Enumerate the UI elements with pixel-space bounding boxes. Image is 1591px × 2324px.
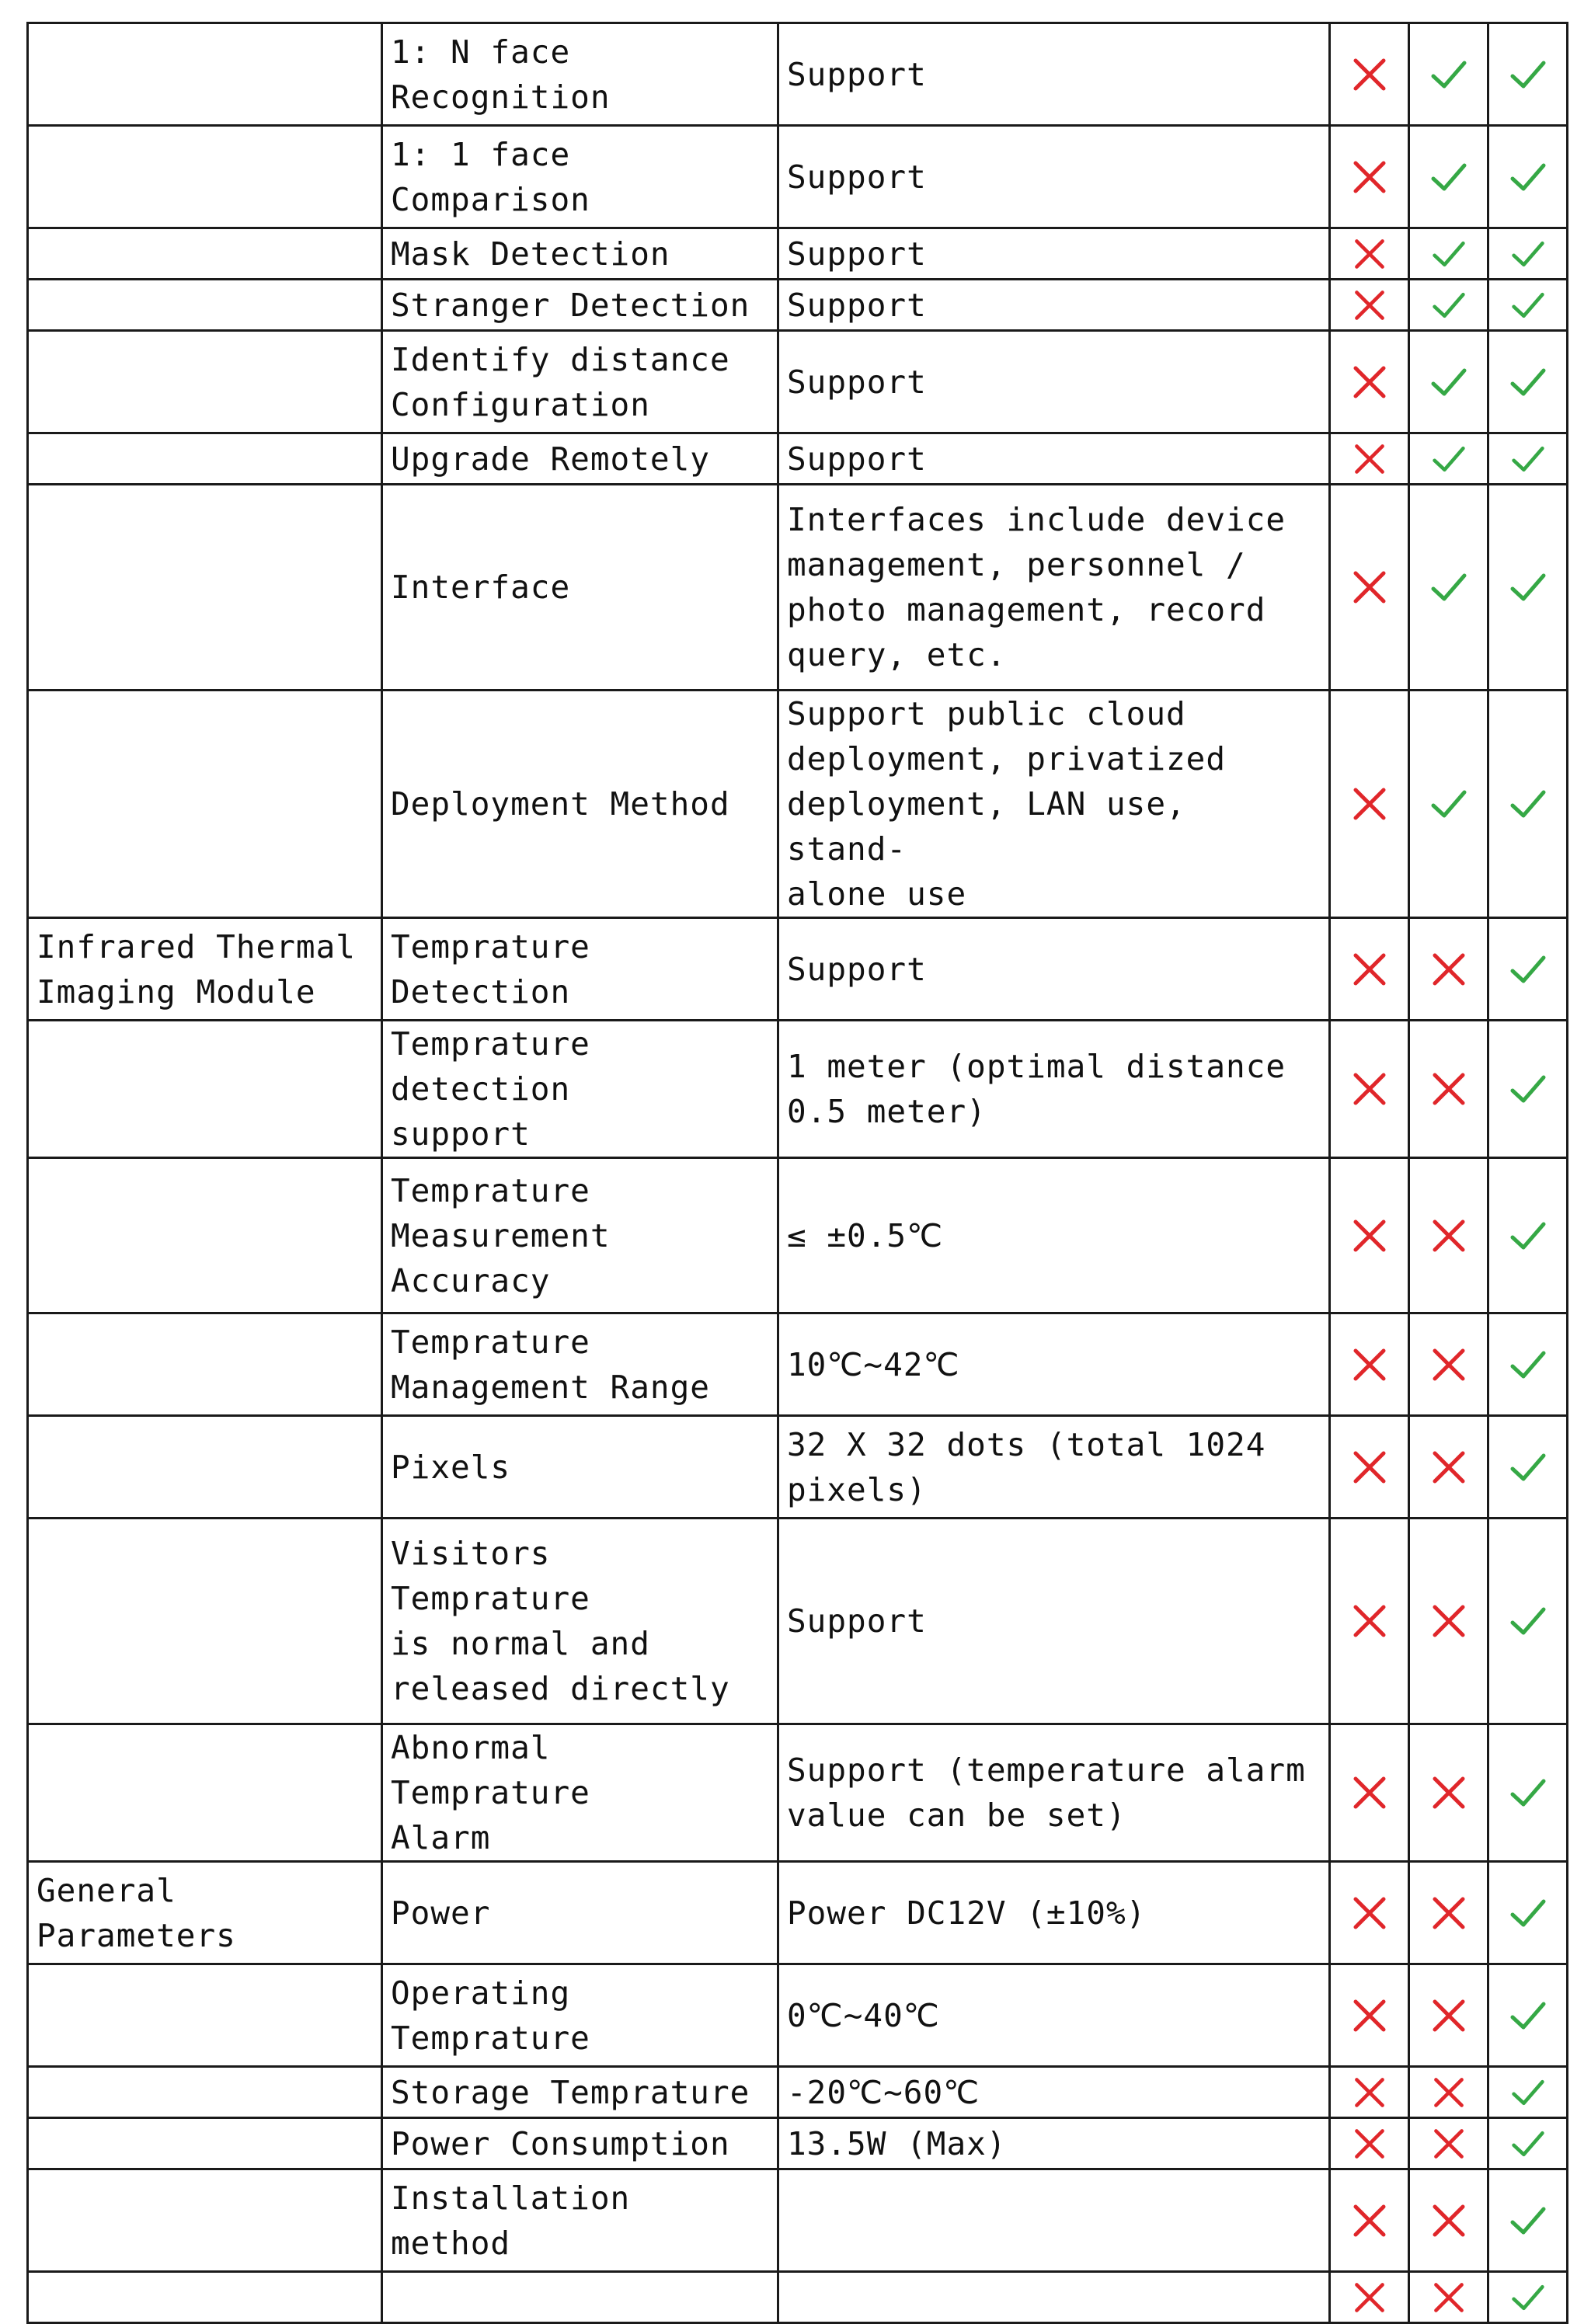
spec-table bbox=[26, 22, 1568, 2324]
support-mark-cell bbox=[1409, 23, 1488, 126]
table-row bbox=[28, 280, 1568, 331]
feature-cell: Power bbox=[382, 1862, 778, 1964]
check-icon bbox=[1510, 2126, 1546, 2162]
feature-cell: Abnormal Temprature Alarm bbox=[382, 1724, 778, 1862]
support-mark-cell bbox=[1330, 331, 1409, 433]
cross-icon bbox=[1350, 785, 1389, 823]
support-mark-cell bbox=[1409, 1519, 1488, 1724]
support-mark-cell bbox=[1488, 433, 1568, 485]
support-mark-cell bbox=[1409, 331, 1488, 433]
feature-cell: Stranger Detection bbox=[382, 280, 778, 331]
cross-icon bbox=[1429, 1894, 1468, 1933]
table-row bbox=[28, 918, 1568, 1021]
cross-icon bbox=[1350, 568, 1389, 607]
value-cell: Support bbox=[778, 433, 1330, 485]
table-row bbox=[28, 2118, 1568, 2169]
support-mark-cell bbox=[1330, 2272, 1409, 2323]
table-row bbox=[28, 2169, 1568, 2272]
cross-icon bbox=[1350, 1602, 1389, 1640]
cross-icon bbox=[1429, 1996, 1468, 2035]
check-icon bbox=[1509, 1894, 1547, 1933]
value-cell: -20℃~60℃ bbox=[778, 2067, 1330, 2118]
support-mark-cell bbox=[1330, 2169, 1409, 2272]
support-mark-cell bbox=[1409, 485, 1488, 691]
check-icon bbox=[1509, 950, 1547, 989]
support-mark-cell bbox=[1409, 1862, 1488, 1964]
support-mark-cell bbox=[1330, 126, 1409, 228]
table-row bbox=[28, 485, 1568, 691]
cross-icon bbox=[1352, 2075, 1387, 2110]
support-mark-cell bbox=[1488, 485, 1568, 691]
category-cell bbox=[28, 2118, 382, 2169]
support-mark-cell bbox=[1488, 331, 1568, 433]
check-icon bbox=[1509, 568, 1547, 607]
value-cell: Support bbox=[778, 280, 1330, 331]
support-mark-cell bbox=[1330, 1519, 1409, 1724]
category-cell bbox=[28, 485, 382, 691]
support-mark-cell bbox=[1409, 1021, 1488, 1158]
check-icon bbox=[1429, 158, 1468, 197]
support-mark-cell bbox=[1409, 280, 1488, 331]
support-mark-cell bbox=[1330, 433, 1409, 485]
category-cell bbox=[28, 1158, 382, 1313]
feature-cell: Visitors Temprature is normal and released directly bbox=[382, 1519, 778, 1724]
support-mark-cell bbox=[1409, 691, 1488, 918]
cross-icon bbox=[1350, 1894, 1389, 1933]
table-row bbox=[28, 23, 1568, 126]
cross-icon bbox=[1352, 2280, 1387, 2315]
cross-icon bbox=[1350, 2201, 1389, 2240]
support-mark-cell bbox=[1488, 1158, 1568, 1313]
check-icon bbox=[1509, 1448, 1547, 1487]
feature-cell: Operating Temprature bbox=[382, 1964, 778, 2067]
support-mark-cell bbox=[1330, 2067, 1409, 2118]
table-row bbox=[28, 1158, 1568, 1313]
category-cell: General Parameters bbox=[28, 1862, 382, 1964]
check-icon bbox=[1509, 1996, 1547, 2035]
support-mark-cell bbox=[1330, 1158, 1409, 1313]
cross-icon bbox=[1350, 950, 1389, 989]
feature-cell: Temprature Measurement Accuracy bbox=[382, 1158, 778, 1313]
check-icon bbox=[1509, 55, 1547, 94]
category-cell bbox=[28, 2169, 382, 2272]
category-cell bbox=[28, 2272, 382, 2323]
table-row bbox=[28, 433, 1568, 485]
feature-cell: Temprature detection support bbox=[382, 1021, 778, 1158]
check-icon bbox=[1509, 1345, 1547, 1384]
support-mark-cell bbox=[1488, 1724, 1568, 1862]
feature-cell: Temprature Detection bbox=[382, 918, 778, 1021]
cross-icon bbox=[1431, 2126, 1467, 2162]
category-cell bbox=[28, 1724, 382, 1862]
table-row bbox=[28, 1519, 1568, 1724]
cross-icon bbox=[1429, 1216, 1468, 1255]
value-cell: Power DC12V (±10%) bbox=[778, 1862, 1330, 1964]
check-icon bbox=[1510, 441, 1546, 477]
value-cell: 32 X 32 dots (total 1024 pixels) bbox=[778, 1416, 1330, 1519]
value-cell: Support bbox=[778, 918, 1330, 1021]
support-mark-cell bbox=[1409, 1416, 1488, 1519]
support-mark-cell bbox=[1409, 433, 1488, 485]
feature-cell: Storage Temprature bbox=[382, 2067, 778, 2118]
support-mark-cell bbox=[1409, 1964, 1488, 2067]
category-cell bbox=[28, 1519, 382, 1724]
support-mark-cell bbox=[1488, 1964, 1568, 2067]
support-mark-cell bbox=[1330, 691, 1409, 918]
cross-icon bbox=[1429, 1602, 1468, 1640]
feature-cell: Mask Detection bbox=[382, 228, 778, 280]
table-row bbox=[28, 228, 1568, 280]
support-mark-cell bbox=[1409, 1158, 1488, 1313]
table-row bbox=[28, 1724, 1568, 1862]
table-row bbox=[28, 2272, 1568, 2323]
support-mark-cell bbox=[1409, 2067, 1488, 2118]
value-cell bbox=[778, 2169, 1330, 2272]
cross-icon bbox=[1431, 2075, 1467, 2110]
support-mark-cell bbox=[1488, 23, 1568, 126]
spec-table-body bbox=[28, 23, 1568, 2323]
support-mark-cell bbox=[1488, 2272, 1568, 2323]
check-icon bbox=[1510, 2280, 1546, 2315]
support-mark-cell bbox=[1488, 1519, 1568, 1724]
feature-cell: Interface bbox=[382, 485, 778, 691]
support-mark-cell bbox=[1409, 918, 1488, 1021]
support-mark-cell bbox=[1488, 1021, 1568, 1158]
cross-icon bbox=[1350, 1996, 1389, 2035]
check-icon bbox=[1509, 1773, 1547, 1812]
cross-icon bbox=[1350, 158, 1389, 197]
check-icon bbox=[1429, 363, 1468, 402]
value-cell: Interfaces include device management, personnel / photo management, record query, etc. bbox=[778, 485, 1330, 691]
table-row bbox=[28, 2067, 1568, 2118]
category-cell bbox=[28, 433, 382, 485]
support-mark-cell bbox=[1488, 126, 1568, 228]
check-icon bbox=[1429, 568, 1468, 607]
value-cell: 1 meter (optimal distance 0.5 meter) bbox=[778, 1021, 1330, 1158]
cross-icon bbox=[1352, 287, 1387, 323]
cross-icon bbox=[1429, 1345, 1468, 1384]
support-mark-cell bbox=[1488, 1416, 1568, 1519]
cross-icon bbox=[1350, 1345, 1389, 1384]
category-cell bbox=[28, 691, 382, 918]
category-cell bbox=[28, 331, 382, 433]
support-mark-cell bbox=[1330, 1862, 1409, 1964]
check-icon bbox=[1509, 1070, 1547, 1108]
check-icon bbox=[1509, 1602, 1547, 1640]
support-mark-cell bbox=[1488, 2169, 1568, 2272]
support-mark-cell bbox=[1488, 228, 1568, 280]
category-cell bbox=[28, 1416, 382, 1519]
table-row bbox=[28, 331, 1568, 433]
cross-icon bbox=[1431, 2280, 1467, 2315]
support-mark-cell bbox=[1488, 1313, 1568, 1416]
category-cell: Infrared Thermal Imaging Module bbox=[28, 918, 382, 1021]
support-mark-cell bbox=[1488, 2118, 1568, 2169]
value-cell: ≤ ±0.5℃ bbox=[778, 1158, 1330, 1313]
check-icon bbox=[1510, 287, 1546, 323]
support-mark-cell bbox=[1409, 2169, 1488, 2272]
cross-icon bbox=[1429, 1773, 1468, 1812]
cross-icon bbox=[1429, 950, 1468, 989]
value-cell: Support public cloud deployment, privatized deployment, LAN use, stand- alone use bbox=[778, 691, 1330, 918]
value-cell: 0℃~40℃ bbox=[778, 1964, 1330, 2067]
cross-icon bbox=[1350, 1070, 1389, 1108]
cross-icon bbox=[1429, 2201, 1468, 2240]
support-mark-cell bbox=[1330, 1416, 1409, 1519]
cross-icon bbox=[1350, 1448, 1389, 1487]
category-cell bbox=[28, 280, 382, 331]
feature-cell: Identify distance Configuration bbox=[382, 331, 778, 433]
check-icon bbox=[1431, 287, 1467, 323]
check-icon bbox=[1509, 363, 1547, 402]
check-icon bbox=[1429, 55, 1468, 94]
category-cell bbox=[28, 1964, 382, 2067]
cross-icon bbox=[1350, 363, 1389, 402]
support-mark-cell bbox=[1409, 1724, 1488, 1862]
support-mark-cell bbox=[1409, 2272, 1488, 2323]
table-row bbox=[28, 1964, 1568, 2067]
feature-cell: Deployment Method bbox=[382, 691, 778, 918]
check-icon bbox=[1509, 2201, 1547, 2240]
table-row bbox=[28, 1416, 1568, 1519]
support-mark-cell bbox=[1409, 1313, 1488, 1416]
table-row bbox=[28, 691, 1568, 918]
cross-icon bbox=[1429, 1070, 1468, 1108]
support-mark-cell bbox=[1488, 1862, 1568, 1964]
check-icon bbox=[1429, 785, 1468, 823]
check-icon bbox=[1431, 236, 1467, 272]
check-icon bbox=[1431, 441, 1467, 477]
category-cell bbox=[28, 2067, 382, 2118]
value-cell: Support bbox=[778, 228, 1330, 280]
check-icon bbox=[1509, 785, 1547, 823]
support-mark-cell bbox=[1409, 2118, 1488, 2169]
feature-cell: Installation method bbox=[382, 2169, 778, 2272]
support-mark-cell bbox=[1488, 918, 1568, 1021]
feature-cell: 1: 1 face Comparison bbox=[382, 126, 778, 228]
table-row bbox=[28, 1021, 1568, 1158]
table-row bbox=[28, 126, 1568, 228]
support-mark-cell bbox=[1488, 691, 1568, 918]
support-mark-cell bbox=[1330, 1724, 1409, 1862]
category-cell bbox=[28, 228, 382, 280]
value-cell: Support bbox=[778, 331, 1330, 433]
cross-icon bbox=[1350, 1216, 1389, 1255]
value-cell: Support (temperature alarm value can be set) bbox=[778, 1724, 1330, 1862]
value-cell: Support bbox=[778, 126, 1330, 228]
support-mark-cell bbox=[1330, 918, 1409, 1021]
cross-icon bbox=[1350, 1773, 1389, 1812]
check-icon bbox=[1510, 2075, 1546, 2110]
support-mark-cell bbox=[1330, 23, 1409, 126]
value-cell: Support bbox=[778, 23, 1330, 126]
support-mark-cell bbox=[1330, 1964, 1409, 2067]
cross-icon bbox=[1429, 1448, 1468, 1487]
support-mark-cell bbox=[1330, 2118, 1409, 2169]
support-mark-cell bbox=[1330, 280, 1409, 331]
feature-cell bbox=[382, 2272, 778, 2323]
table-row bbox=[28, 1313, 1568, 1416]
feature-cell: Power Consumption bbox=[382, 2118, 778, 2169]
check-icon bbox=[1509, 158, 1547, 197]
category-cell bbox=[28, 23, 382, 126]
feature-cell: Upgrade Remotely bbox=[382, 433, 778, 485]
support-mark-cell bbox=[1488, 2067, 1568, 2118]
value-cell bbox=[778, 2272, 1330, 2323]
value-cell: 10℃~42℃ bbox=[778, 1313, 1330, 1416]
feature-cell: Temprature Management Range bbox=[382, 1313, 778, 1416]
support-mark-cell bbox=[1409, 126, 1488, 228]
cross-icon bbox=[1352, 2126, 1387, 2162]
value-cell: 13.5W (Max) bbox=[778, 2118, 1330, 2169]
support-mark-cell bbox=[1330, 1313, 1409, 1416]
support-mark-cell bbox=[1330, 228, 1409, 280]
value-cell: Support bbox=[778, 1519, 1330, 1724]
support-mark-cell bbox=[1488, 280, 1568, 331]
cross-icon bbox=[1352, 236, 1387, 272]
category-cell bbox=[28, 126, 382, 228]
check-icon bbox=[1509, 1216, 1547, 1255]
cross-icon bbox=[1350, 55, 1389, 94]
category-cell bbox=[28, 1313, 382, 1416]
table-row bbox=[28, 1862, 1568, 1964]
feature-cell: 1: N face Recognition bbox=[382, 23, 778, 126]
feature-cell: Pixels bbox=[382, 1416, 778, 1519]
cross-icon bbox=[1352, 441, 1387, 477]
check-icon bbox=[1510, 236, 1546, 272]
category-cell bbox=[28, 1021, 382, 1158]
support-mark-cell bbox=[1330, 485, 1409, 691]
support-mark-cell bbox=[1409, 228, 1488, 280]
support-mark-cell bbox=[1330, 1021, 1409, 1158]
